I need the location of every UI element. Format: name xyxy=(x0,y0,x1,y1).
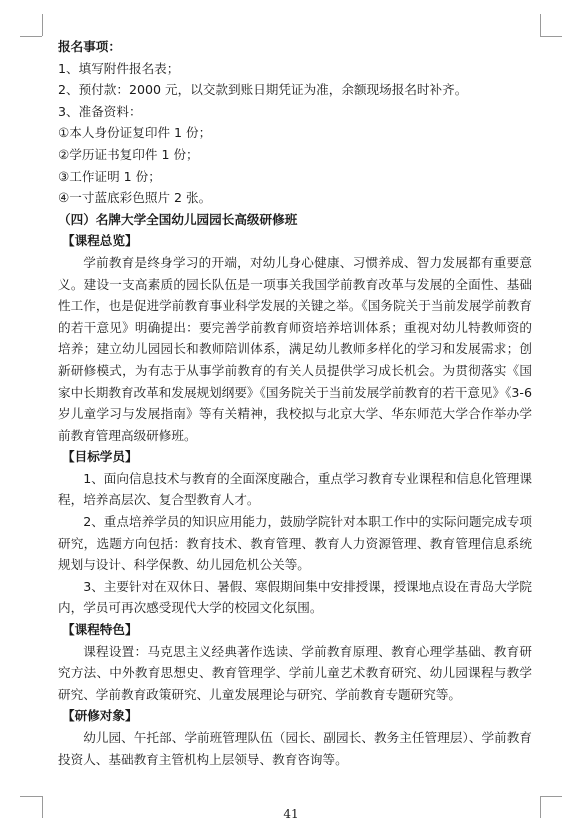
registration-item-3: 3、准备资料： xyxy=(58,103,142,119)
crop-mark-top-right-v xyxy=(540,14,541,36)
registration-item-6: ③工作证明 1 份； xyxy=(58,168,161,184)
overview-paragraph: 学前教育是终身学习的开端，对幼儿身心健康、习惯养成、智力发展都有重要意义。建设一支高素质的园长队伍是一项事关我国学前教育改革与发展的全面性、基础性工作，也是促进学前教育事业科学发展的关键之举。《国务院关于当前发展学前教育的若干意见》明确提出：要完善学前教育师资培养培训体系；重视对幼儿特教师资的培养；建立幼儿园园长和教师陪训体系，满足幼儿教师多样化的学习和发展需求；创新研修模式，为有志于从事学前教育的有关人员提供学习成长机会。为贯彻落实《国家中长期教育改革和发展规划纲要》《国务院关于当前发展学前教育的若干意见》《3-6 岁儿童学习与发展指南》等有关精神，我校拟与北京大学、华东师范大学合作举办学前教育管理高级研修班。 xyxy=(58,254,532,443)
overview-heading: 【课程总览】 xyxy=(62,233,138,249)
registration-item-7: ④一寸蓝底彩色照片 2 张。 xyxy=(58,190,212,206)
crop-mark-top-right-h xyxy=(540,36,562,37)
target-item-2: 2、重点培养学员的知识应用能力，鼓励学院针对本职工作中的实际问题完成专项研究，选题方向包括：教育技术、教育管理、教育人力资源管理、教育管理信息系统规划与设计、科学保教、幼儿园危机公关等。 xyxy=(58,514,532,573)
targets-heading: 【目标学员】 xyxy=(62,449,138,465)
registration-heading: 报名事项： xyxy=(58,39,121,54)
crop-mark-bottom-left-h xyxy=(20,796,42,797)
crop-mark-top-left-h xyxy=(20,36,42,37)
target-item-1: 1、面向信息技术与教育的全面深度融合，重点学习教育专业课程和信息化管理课程，培养高层次、复合型教育人才。 xyxy=(58,470,532,508)
audience-paragraph: 幼儿园、午托部、学前班管理队伍（园长、副园长、教务主任管理层）、学前教育投资人、基础教育主管机构上层领导、教育咨询等。 xyxy=(58,730,532,767)
registration-item-5: ②学历证书复印件 1 份； xyxy=(58,146,199,162)
document-page xyxy=(58,36,532,770)
registration-item-2: 2、预付款：2000 元，以交款到账日期凭证为准，余额现场报名时补齐。 xyxy=(58,82,468,98)
features-paragraph: 课程设置：马克思主义经典著作选读、学前教育原理、教育心理学基础、教育研究方法、中外教育思想史、教育管理学、学前儿童艺术教育研究、幼儿园课程与教学研究、学前教育政策研究、儿童发展理论与研究、学前教育专题研究等。 xyxy=(58,643,532,702)
features-heading: 【课程特色】 xyxy=(62,622,138,638)
target-item-3: 3、主要针对在双休日、暑假、寒假期间集中安排授课，授课地点设在青岛大学院内，学员可再次感受现代大学的校园文化氛围。 xyxy=(58,578,532,616)
page-number: 41 xyxy=(283,807,299,821)
audience-heading: 【研修对象】 xyxy=(62,708,138,724)
section-title: （四）名牌大学全国幼儿园园长高级研修班 xyxy=(58,211,298,227)
crop-mark-top-left-v xyxy=(42,14,43,36)
registration-item-1: 1、填写附件报名表； xyxy=(58,60,180,76)
registration-item-4: ①本人身份证复印件 1 份； xyxy=(58,125,212,141)
crop-mark-bottom-right-h xyxy=(540,796,562,797)
